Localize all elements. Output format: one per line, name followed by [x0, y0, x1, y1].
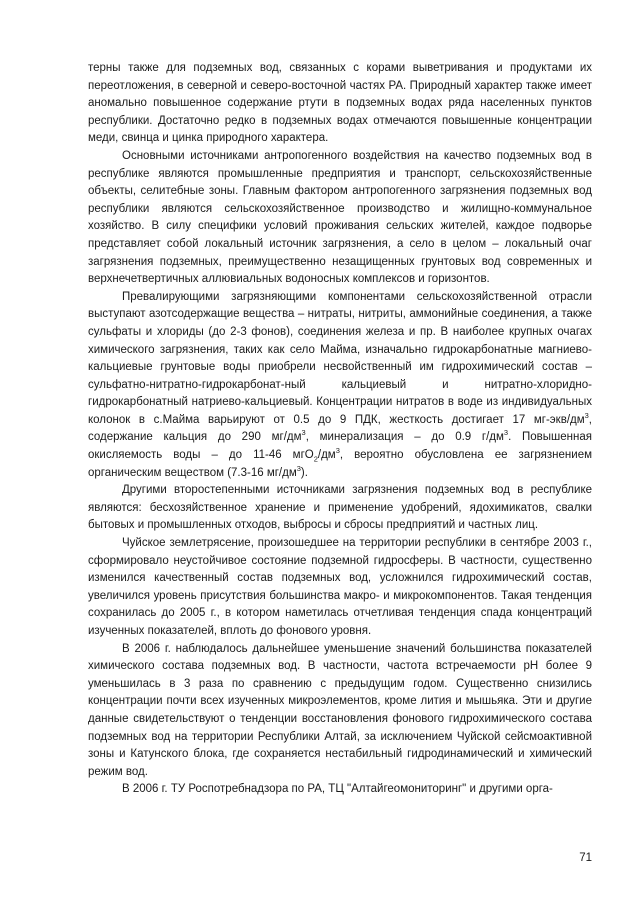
paragraph-3-text-3: , минерализация – до 0.9 г/дм [305, 431, 504, 444]
paragraph-7: В 2006 г. ТУ Роспотребнадзора по РА, ТЦ "Алтайгеомониторинг" и другими орга- [122, 783, 553, 796]
superscript-cube: 3 [584, 411, 589, 421]
paragraph-3-text-4: . Повышенная окисляемость воды – до 11-46 мгО [88, 431, 592, 462]
paragraph-3-text-6: , вероятно обусловлена ее загрязнением органическим веществом (7.3-16 мг/дм [88, 449, 592, 479]
superscript-cube: 3 [296, 463, 301, 473]
paragraph-5: Чуйское землетрясение, произошедшее на территории республики в сентябре 2003 г., сформировало неустойчивое состояние подземной гидросферы. В частности, существенно изменился качественный состав подземных вод, усложнился гидрохимический состав, увеличился уровень присутствия большинства макро- и микрокомпонентов. Такая тенденция сохранилась до 2005 г., в котором наметилась отчетливая тенденция спада концентраций изученных показателей, вплоть до фонового уровня. [88, 537, 592, 637]
paragraph-1: терны также для подземных вод, связанных с корами выветривания и продуктами их переотложения, в северной и северо-восточной частях РА. Природный характер также имеет аномально повышенное содержание ртути в подземных водах ряда населенных пунктов республики. Достаточно редко в подземных водах отмечаются повышенные концентрации меди, свинца и цинка природного характера. [88, 62, 592, 145]
subscript-two: 2 [313, 454, 318, 464]
superscript-cube: 3 [301, 428, 306, 438]
document-body [88, 60, 592, 799]
paragraph-2: Основными источниками антропогенного воздействия на качество подземных вод в республике являются промышленные предприятия и транспорт, сельскохозяйственные объекты, селитебные зоны. Главным фактором антропогенного загрязнения подземных вод республики являются сельскохозяйственное производство и жилищно-коммунальное хозяйство. В силу специфики условий проживания сельских жителей, каждое подворье представляет собой локальный источник загрязнения, а село в целом – локальный очаг загрязнения подземных, преимущественно незащищенных грунтовых вод современных и верхнечетвертичных аллювиальных водоносных комплексов и горизонтов. [88, 149, 592, 286]
paragraph-6: В 2006 г. наблюдалось дальнейшее уменьшение значений большинства показателей химического состава подземных вод. В частности, частота встречаемости pH более 9 уменьшилась в 3 раза по сравнению с предыдущим годом. Существенно снизились концентрации почти всех изученных микроэлементов, кроме лития и мышьяка. Эти и другие данные свидетельствуют о тенденции восстановления фонового гидрохимического состава подземных вод на территории Республики Алтай, за исключением Чуйской сейсмоактивной зоны и Катунского блока, где сохраняется нестабильный гидродинамический и химический режим вод. [88, 642, 592, 778]
paragraph-3-text-5: /дм [317, 449, 336, 462]
page-number: 71 [579, 852, 592, 864]
paragraph-4: Другими второстепенными источниками загрязнения подземных вод в республике являются: бесхозяйственное хранение и применение удобрений, ядохимикатов, свалки бытовых и промышленных отходов, выбросы и сбросы предприятий и частных лиц. [88, 484, 592, 532]
paragraph-3 [88, 289, 592, 483]
paragraph-3-text-2: , содержание кальция до 290 мг/дм [88, 413, 592, 444]
paragraph-3-text-7: ). [300, 466, 308, 479]
superscript-cube: 3 [335, 446, 340, 456]
superscript-cube: 3 [503, 428, 509, 438]
paragraph-3-text-1: Превалирующими загрязняющими компонентами сельскохозяйственной отрасли выступают азотсодержащие вещества – нитраты, нитриты, аммонийные соединения, а также сульфаты и хлориды (до 2-3 фонов), соединения железа и пр. В наиболее крупных очагах химического загрязнения, таких как село Майма, изначально гидрокарбонатные магниево-кальциевые грунтовые воды приобрели несвойственный им гидрохимический состав – сульфатно-нитратно-гидрокарбонат-ный кальциевый и нитратно-хлоридно-гидрокарбонатный натриево-кальциевый. Концентрации нитратов в воде из индивидуальных колонок в с.Майма варьируют от 0.5 до 9 ПДК, жесткость достигает 17 мг-экв/дм [88, 290, 592, 426]
